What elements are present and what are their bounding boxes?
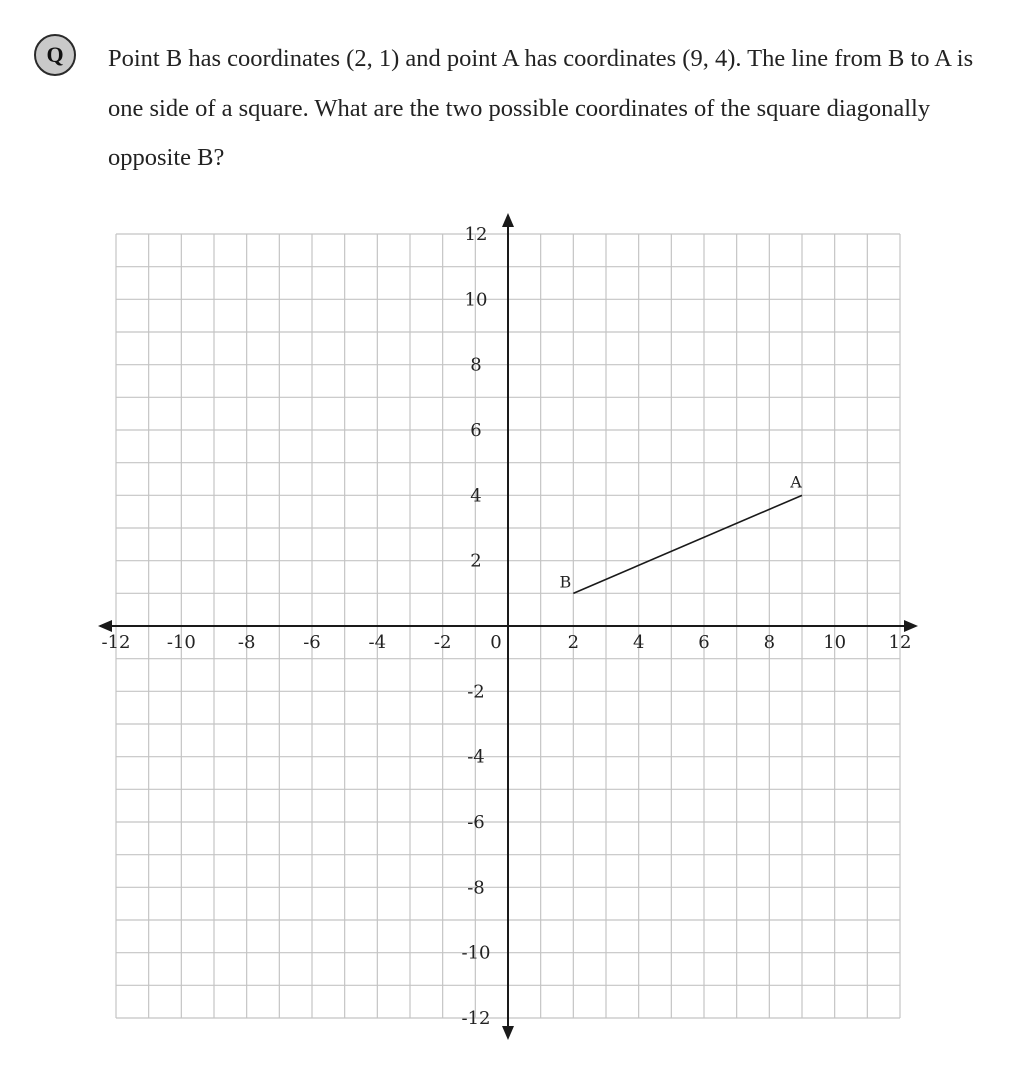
x-tick-label: 12 [888,632,912,653]
x-tick-label: -8 [237,632,256,653]
y-tick-label: 10 [464,289,488,311]
y-tick-label: -4 [467,746,485,768]
question-badge: Q [34,34,76,76]
y-tick-label: -10 [461,942,491,964]
point-label-A: A [790,472,802,492]
axes [98,213,918,1040]
y-tick-label: 6 [470,420,482,441]
point-label-B: B [559,572,572,592]
y-tick-label: -2 [467,681,485,703]
x-axis-arrow-right-icon [904,620,918,632]
y-tick-label: -12 [461,1008,491,1029]
x-tick-label: 10 [823,632,847,653]
x-tick-label: 0 [490,632,502,653]
x-tick-label: 8 [763,632,776,653]
x-tick-label: 6 [698,632,710,653]
y-axis-arrow-down-icon [502,1026,514,1040]
y-tick-label: 12 [464,224,488,245]
plotted-points [559,472,802,593]
x-tick-label: 2 [567,632,580,653]
x-tick-label: -2 [433,632,452,653]
x-tick-label: 4 [632,632,645,653]
y-tick-label: -6 [467,812,485,833]
segment-BA [573,495,802,593]
y-tick-label: 8 [470,354,482,376]
y-tick-label: 4 [470,485,482,507]
x-axis-arrow-left-icon [98,620,112,632]
x-tick-label: -4 [368,632,387,653]
y-tick-label: -8 [467,877,485,899]
question-text: Point B has coordinates (2, 1) and point A has coordinates (9, 4). The line from B to A is one side of a square. What are the two possible coordinates of the square diagonally opposite B? [108,45,974,171]
y-tick-label: 2 [470,550,482,572]
x-tick-label: -10 [166,632,196,653]
x-tick-label: -12 [101,632,131,653]
y-axis-arrow-up-icon [502,213,514,227]
x-tick-label: -6 [303,632,321,653]
